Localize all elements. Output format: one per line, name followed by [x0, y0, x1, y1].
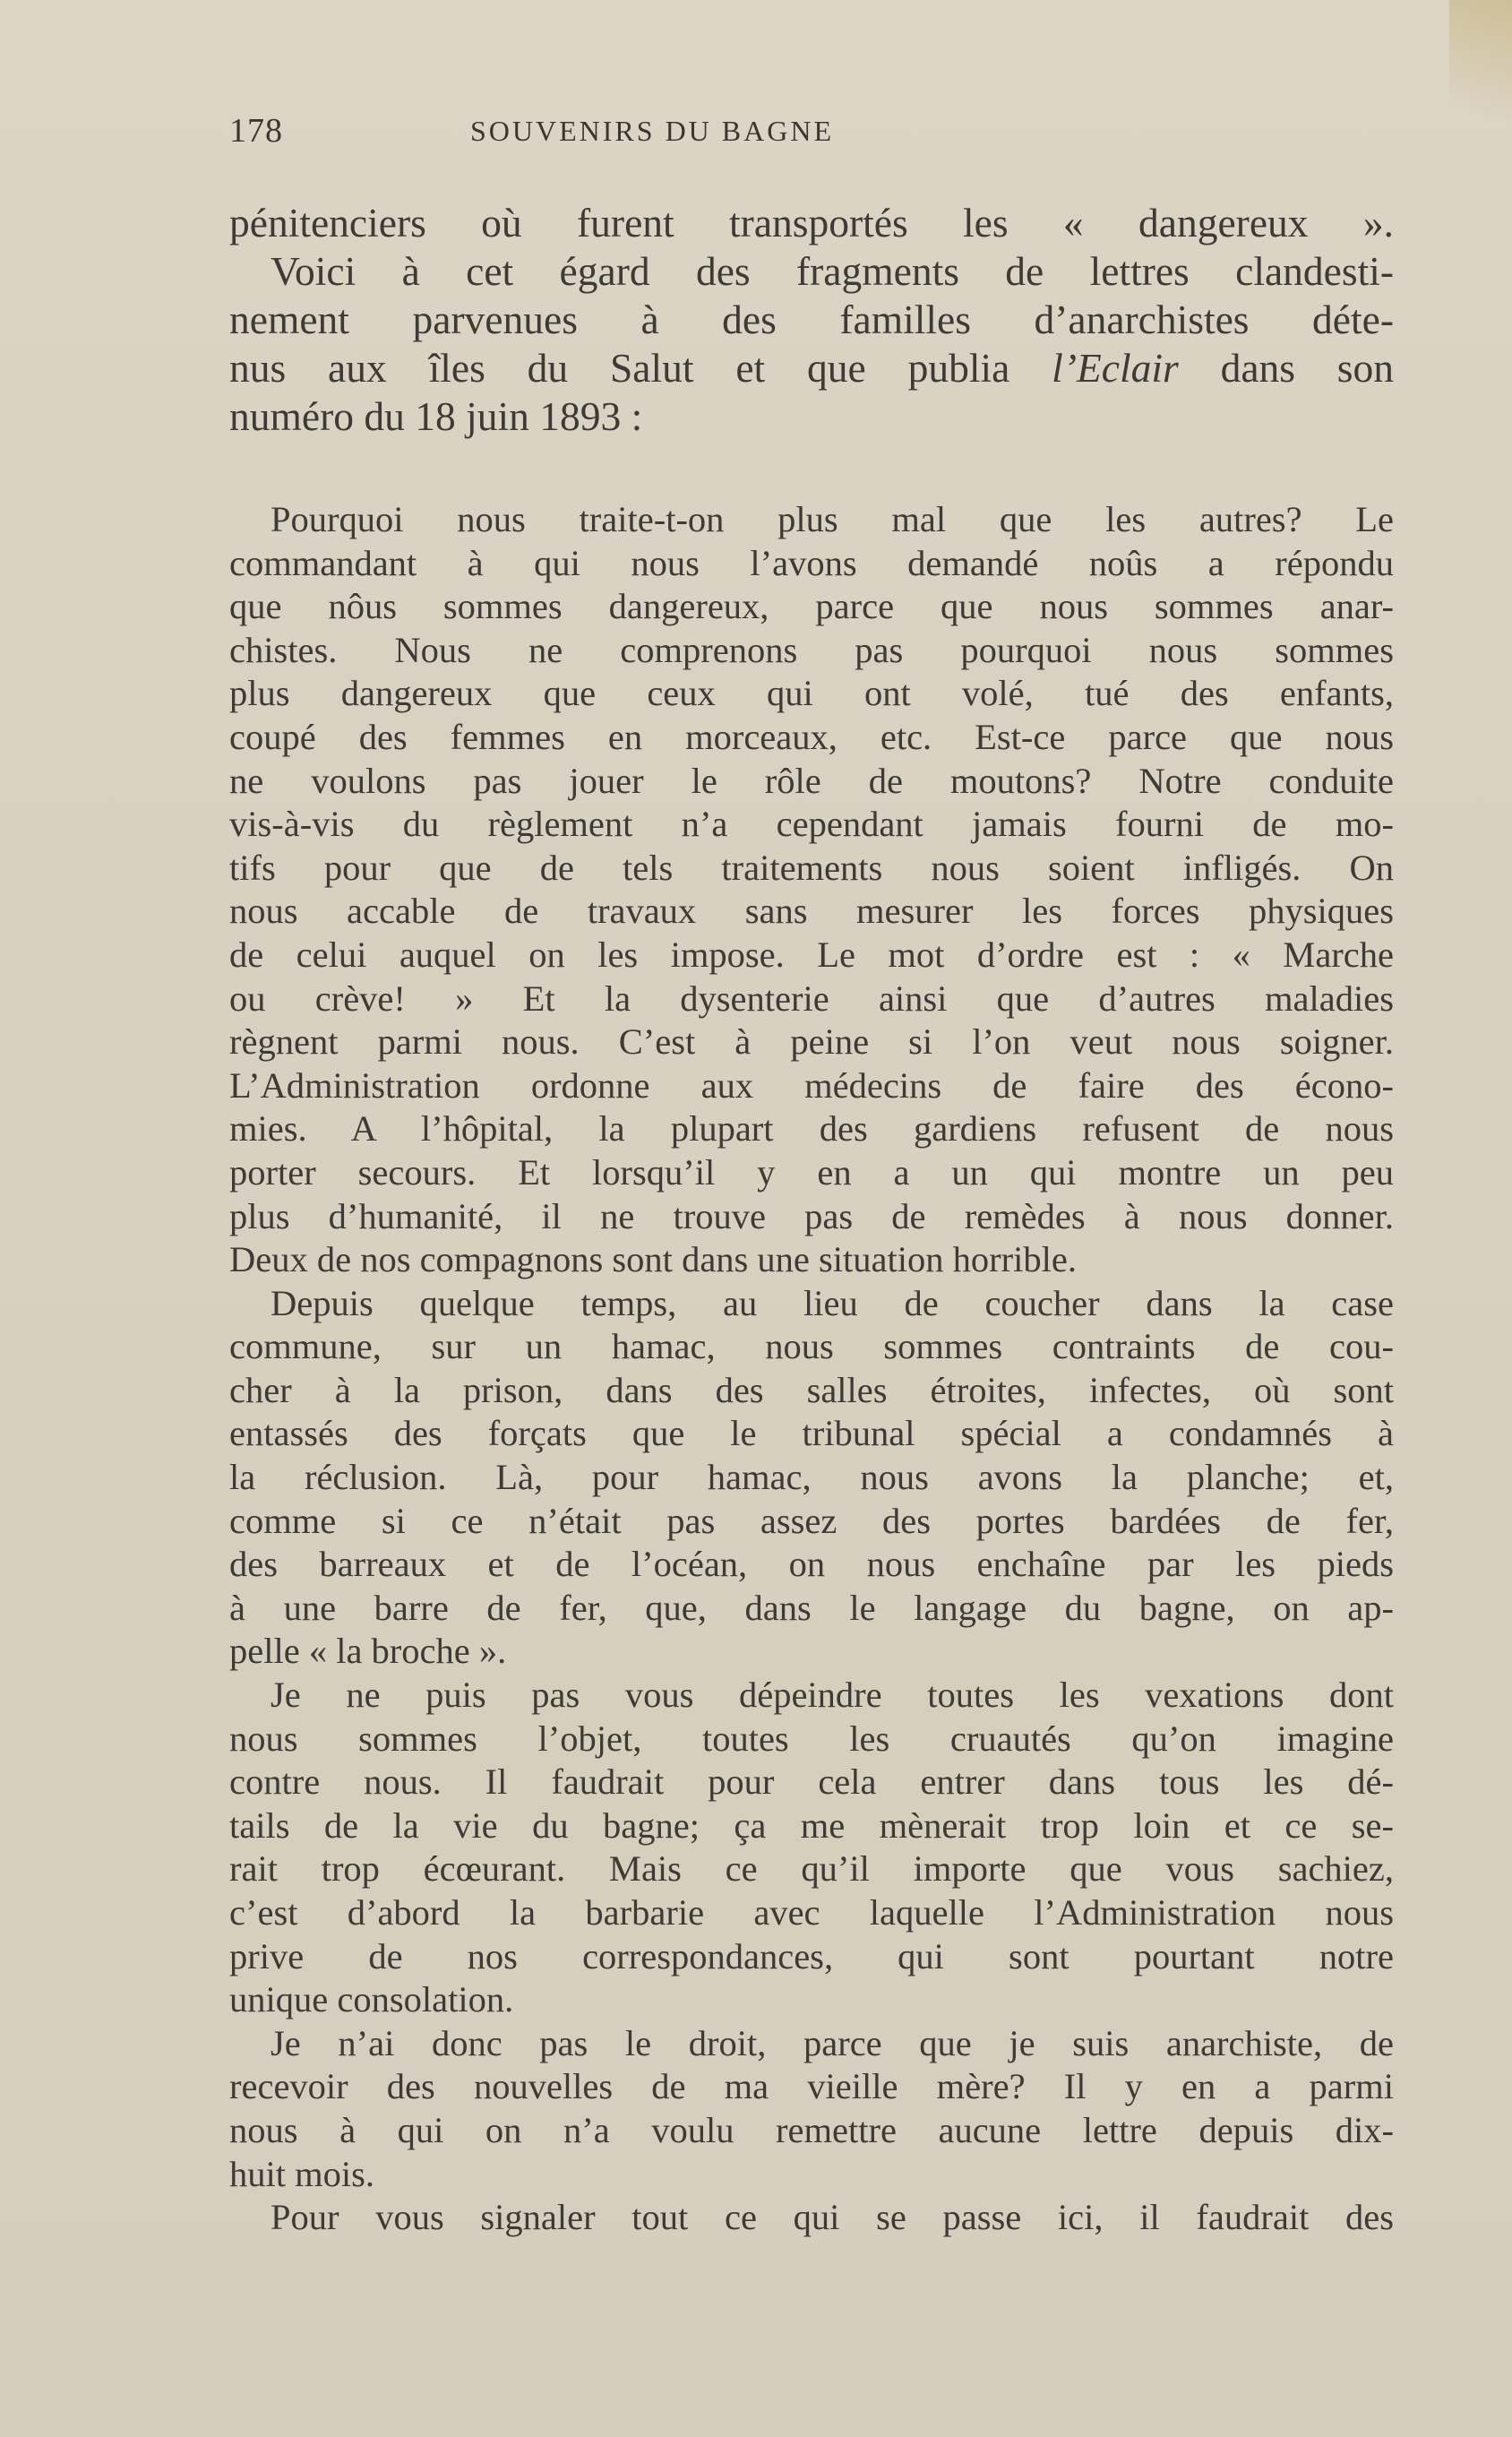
page-corner-stain [1449, 0, 1512, 125]
quote-line: prive de nos correspondances, qui sont pourtant notre [229, 1935, 1394, 1976]
quote-line: chistes. Nous ne comprenons pas pourquoi nous sommes [229, 629, 1394, 670]
quote-line: plus dangereux que ceux qui ont volé, tué des enfants, [229, 673, 1394, 714]
intro-line: numéro du 18 juin 1893 : [229, 393, 643, 439]
quote-line: nous sommes l’objet, toutes les cruautés qu’on imagine [229, 1718, 1394, 1759]
running-title: SOUVENIRS DU BAGNE [469, 115, 834, 147]
quote-line: contre nous. Il faudrait pour cela entrer dans tous les dé- [229, 1761, 1394, 1803]
quote-line: L’Administration ordonne aux médecins de faire des écono- [229, 1064, 1394, 1106]
quote-paragraph [229, 1674, 1394, 2022]
quote-line: la réclusion. Là, pour hamac, nous avons la planche; et, [229, 1457, 1394, 1498]
quote-line: mies. A l’hôpital, la plupart des gardiens refusent de nous [229, 1108, 1394, 1150]
quote-line: tails de la vie du bagne; ça me mènerait trop loin et ce se- [229, 1804, 1394, 1846]
quote-line: de celui auquel on les impose. Le mot d’ordre est : « Marche [229, 934, 1394, 975]
quote-line: à une barre de fer, que, dans le langage du bagne, on ap- [229, 1587, 1394, 1628]
quote-line: tifs pour que de tels traitements nous soient infligés. On [229, 847, 1394, 888]
quote-paragraph [229, 2196, 1394, 2240]
quote-line: commandant à qui nous l’avons demandé noûs a répondu [229, 542, 1394, 583]
quote-paragraph [229, 1282, 1394, 1674]
intro-line-start: nus aux îles du Salut et que publia [229, 345, 1010, 391]
quote-line: rait trop écœurant. Mais ce qu’il importe que vous sachiez, [229, 1848, 1394, 1890]
quote-line: Depuis quelque temps, au lieu de coucher dans la case [271, 1282, 1394, 1323]
intro-line: pénitenciers où furent transportés les « dangereux ». [229, 200, 1394, 245]
quote-line: cher à la prison, dans des salles étroites, infectes, où sont [229, 1369, 1394, 1410]
quote-line: unique consolation. [229, 1979, 514, 2020]
quote-line: Je ne puis pas vous dépeindre toutes les vexations dont [271, 1675, 1394, 1716]
quote-line: c’est d’abord la barbarie avec laquelle l’Administration nous [229, 1892, 1394, 1933]
intro-paragraph [229, 199, 1394, 441]
quote-line: entassés des forçats que le tribunal spécial a condamnés à [229, 1413, 1394, 1454]
quote-line: Pour vous signaler tout ce qui se passe ici, il faudrait des [271, 2197, 1394, 2238]
quote-paragraph [229, 2022, 1394, 2196]
quote-line: recevoir des nouvelles de ma vieille mère? Il y en a parmi [229, 2066, 1394, 2107]
quote-line: huit mois. [229, 2153, 375, 2194]
quote-paragraph [229, 498, 1394, 1282]
quoted-letter [229, 498, 1394, 2240]
intro-line: nement parvenues à des familles d’anarchistes déte- [229, 297, 1394, 342]
quote-line: plus d’humanité, il ne trouve pas de remèdes à nous donner. [229, 1195, 1394, 1236]
quote-line: coupé des femmes en morceaux, etc. Est-ce parce que nous [229, 716, 1394, 757]
quote-line: commune, sur un hamac, nous sommes contraints de cou- [229, 1326, 1394, 1367]
intro-line-end: dans son [1220, 345, 1395, 391]
quote-line: ne voulons pas jouer le rôle de moutons? Notre conduite [229, 760, 1394, 801]
page-header [229, 111, 1039, 156]
quote-line: porter secours. Et lorsqu’il y en a un qui montre un peu [229, 1151, 1394, 1193]
quote-line: vis-à-vis du règlement n’a cependant jamais fourni de mo- [229, 804, 1394, 845]
intro-line: Voici à cet égard des fragments de lettres clandesti- [271, 248, 1394, 294]
quote-line: des barreaux et de l’océan, on nous enchaîne par les pieds [229, 1544, 1394, 1585]
quote-line: nous accable de travaux sans mesurer les forces physiques [229, 891, 1394, 932]
quote-line: Je n’ai donc pas le droit, parce que je suis anarchiste, de [271, 2022, 1394, 2063]
quote-line: règnent parmi nous. C’est à peine si l’on veut nous soigner. [229, 1021, 1394, 1063]
quote-line: Deux de nos compagnons sont dans une situation horrible. [229, 1239, 1077, 1280]
quote-line: comme si ce n’était pas assez des portes bardées de fer, [229, 1500, 1394, 1541]
newspaper-title: l’Eclair [1052, 345, 1179, 391]
quote-line: pelle « la broche ». [229, 1631, 507, 1672]
quote-line: Pourquoi nous traite-t-on plus mal que les autres? Le [271, 499, 1394, 539]
quote-line: ou crève! » Et la dysenterie ainsi que d’autres maladies [229, 977, 1394, 1019]
intro-line [229, 344, 1394, 392]
page-number: 178 [229, 112, 283, 150]
quote-line: nous à qui on n’a voulu remettre aucune lettre depuis dix- [229, 2109, 1394, 2150]
quote-line: que nôus sommes dangereux, parce que nous sommes anar- [229, 586, 1394, 627]
